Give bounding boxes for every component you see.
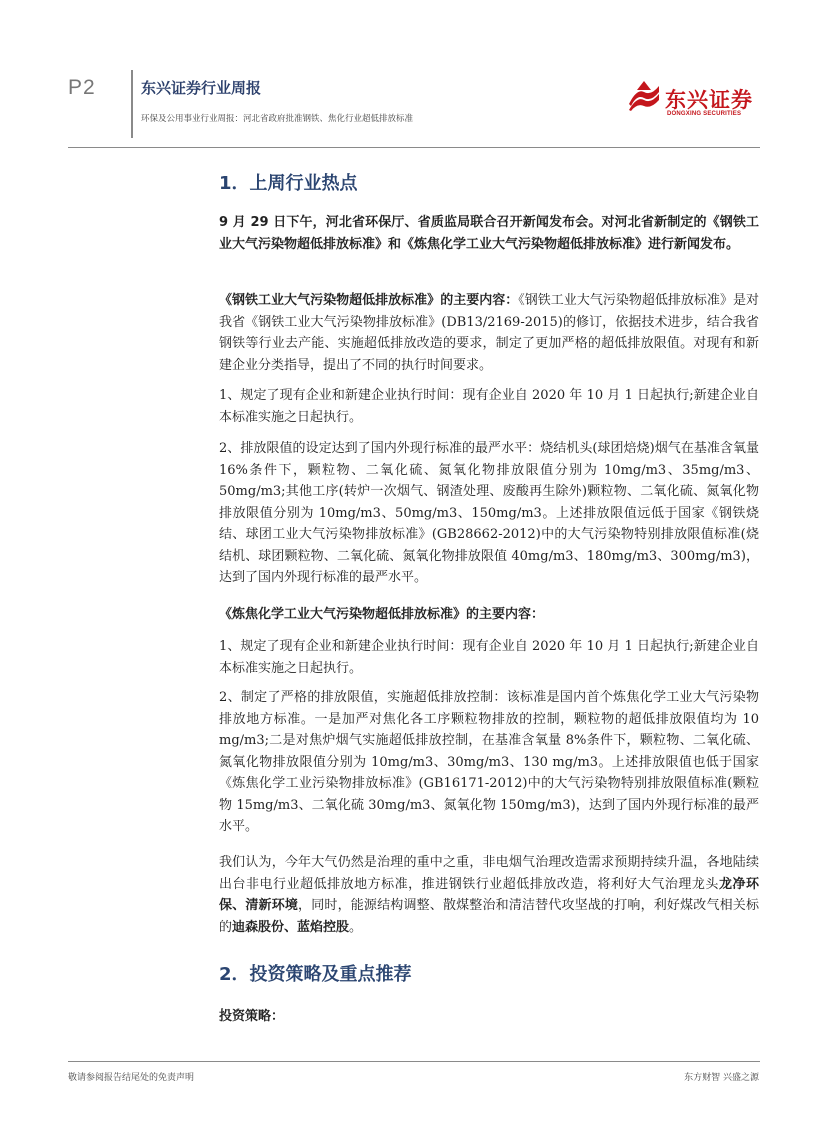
logo-text-cn: 东兴证券	[665, 88, 753, 112]
opinion-text-mid: ，同时，能源结构调整、散煤整治和清洁替代攻坚战的打响，利好煤改气相关标的	[219, 898, 759, 935]
page-number: P2	[68, 76, 96, 99]
footer-disclaimer: 敬请参阅报告结尾处的免责声明	[68, 1073, 195, 1083]
coke-item-2: 2、制定了严格的排放限值，实施超低排放控制：该标准是国内首个炼焦化学工业大气污染物排放地方标准。一是加严对焦化各工序颗粒物排放的控制，颗粒物的超低排放限值均为 10 mg/m3;二是对焦炉烟气实施超低排放控制，在基准含氧量 8%条件下，颗粒物、二氧化硫、氮氧化物排放限值分别为 10mg/m3、30mg/m3、130 mg/m3。上述排放限值也低于国家《炼焦化学工业污染物排放标准》(GB16171-2012)中的大气污染物特别排放限值标准(颗粒物 15mg/m3、二氧化硫 30mg/m3、氮氧化物 150mg/m3)，达到了国内外现行标准的最严水平。	[219, 690, 759, 834]
steel-intro-paragraph	[219, 290, 759, 376]
opinion-text-end: 。	[349, 919, 363, 935]
steel-intro-text: 《钢铁工业大气污染物超低排放标准》是对我省《钢铁工业大气污染物排放标准》(DB13/2169-2015)的修订，依据技术进步，结合我省钢铁等行业去产能、实施超低排放改造的要求，制定了更加严格的超低排放限值。对现有和新建企业分类指导，提出了不同的执行时间要求。	[219, 293, 759, 373]
strategy-label: 投资策略：	[219, 1009, 285, 1024]
footer-slogan: 东方财智 兴盛之源	[684, 1073, 759, 1083]
steel-intro-heading: 《钢铁工业大气污染物超低排放标准》的主要内容：	[219, 293, 519, 308]
steel-item-2: 2、排放限值的设定达到了国内外现行标准的最严水平：烧结机头(球团焙烧)烟气在基准含氧量 16%条件下，颗粒物、二氧化硫、氮氧化物排放限值分别为 10mg/m3、35mg/m3、50mg/m3;其他工序(转炉一次烟气、钢渣处理、废酸再生除外)颗粒物、二氧化硫、氮氧化物排放限值分别为 10mg/m3、50mg/m3、150mg/m3。上述排放限值远低于国家《钢铁烧结、球团工业大气污染物排放标准》(GB28662-2012)中的大气污染物特别排放限值标准(烧结机、球团颗粒物、二氧化硫、氮氧化物排放限值 40mg/m3、180mg/m3、300mg/m3)，达到了国内外现行标准的最严水平。	[219, 441, 759, 585]
header-rule	[68, 147, 760, 148]
opinion-paragraph	[219, 852, 759, 938]
section-2-title: 2．投资策略及重点推荐	[219, 964, 412, 985]
steel-item-1: 1、规定了现有企业和新建企业执行时间：现有企业自 2020 年 10 月 1 日起执行;新建企业自本标准实施之日起执行。	[219, 388, 759, 425]
recommended-stocks-2: 迪森股份、蓝焰控股	[232, 919, 350, 935]
opinion-text: 我们认为，今年大气仍然是治理的重中之重，非电烟气治理改造需求预期持续升温，各地陆续出台非电行业超低排放地方标准，推进钢铁行业超低排放改造，将利好大气治理龙头	[219, 855, 759, 892]
logo-mark-icon	[627, 78, 661, 112]
footer-rule	[68, 1061, 760, 1062]
header-divider	[131, 70, 133, 138]
section-1-title: 1．上周行业热点	[219, 173, 358, 194]
coke-item-1: 1、规定了现有企业和新建企业执行时间：现有企业自 2020 年 10 月 1 日起执行;新建企业自本标准实施之日起执行。	[219, 639, 759, 676]
lead-paragraph: 9 月 29 日下午，河北省环保厅、省质监局联合召开新闻发布会。对河北省新制定的《钢铁工业大气污染物超低排放标准》和《炼焦化学工业大气污染物超低排放标准》进行新闻发布。	[219, 215, 759, 252]
report-subtitle: 环保及公用事业行业周报：河北省政府批准钢铁、焦化行业超低排放标准	[141, 114, 414, 124]
company-logo	[627, 78, 763, 124]
recommended-stocks-1: 龙净环保、清新环境	[219, 876, 759, 913]
report-title: 东兴证券行业周报	[141, 79, 262, 97]
coke-intro-heading: 《炼焦化学工业大气污染物超低排放标准》的主要内容：	[219, 607, 545, 622]
logo-text-en: DONGXING SECURITIES	[667, 111, 742, 117]
